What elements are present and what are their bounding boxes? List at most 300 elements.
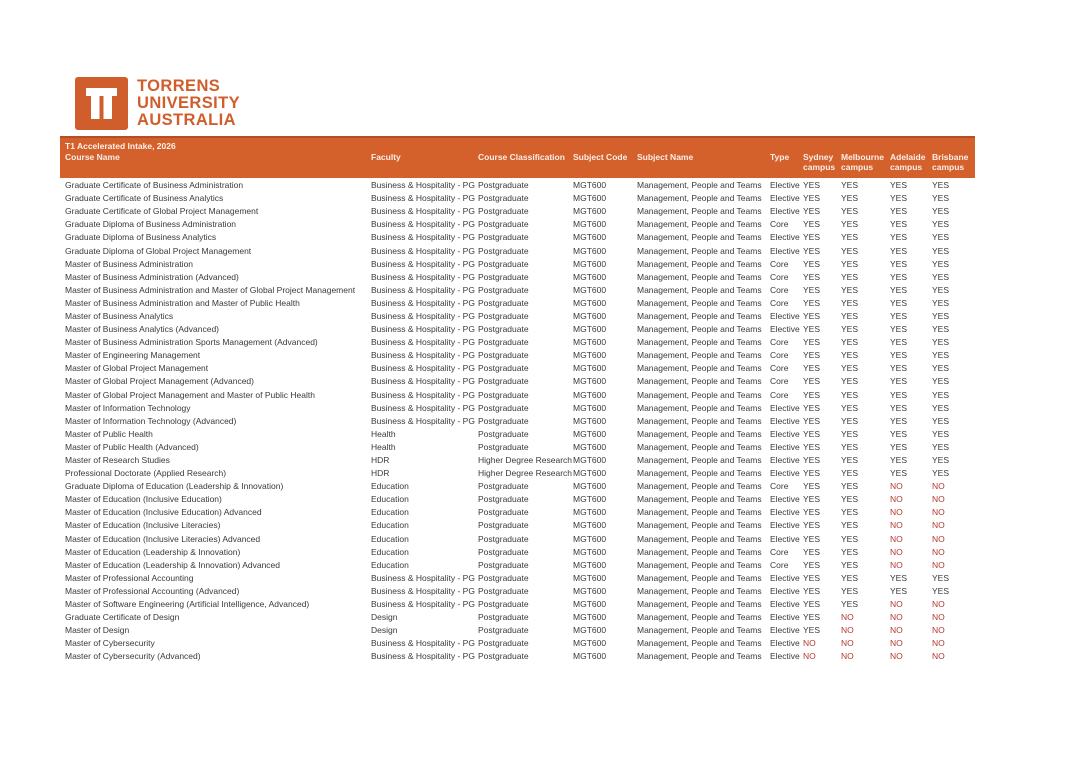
table-cell: YES <box>890 258 908 269</box>
table-cell: YES <box>890 284 908 295</box>
table-cell: MGT600 <box>573 180 607 191</box>
table-cell: YES <box>890 206 908 217</box>
table-cell: YES <box>890 232 908 243</box>
table-cell: Postgraduate <box>478 389 529 400</box>
torrens-logo-icon <box>75 77 128 130</box>
column-header-faculty: Faculty <box>371 152 401 162</box>
table-cell: Business & Hospitality - PG <box>371 258 475 269</box>
table-cell: MGT600 <box>573 193 607 204</box>
table-cell: Management, People and Teams <box>637 245 762 256</box>
table-cell: Master of Education (Leadership & Innovation) Advanced <box>65 559 280 570</box>
table-cell: MGT600 <box>573 337 607 348</box>
table-cell: NO <box>890 651 903 662</box>
table-cell: Management, People and Teams <box>637 507 762 518</box>
table-row <box>60 533 975 546</box>
table-cell: YES <box>841 232 859 243</box>
table-row <box>60 454 975 467</box>
table-cell: NO <box>841 625 854 636</box>
table-cell: Management, People and Teams <box>637 376 762 387</box>
table-cell: Business & Hospitality - PG <box>371 402 475 413</box>
table-cell: YES <box>841 468 859 479</box>
table-cell: Elective <box>770 428 800 439</box>
table-cell: YES <box>803 468 821 479</box>
table-cell: Postgraduate <box>478 350 529 361</box>
column-header-type: Type <box>770 152 790 162</box>
table-cell: Elective <box>770 468 800 479</box>
table-cell: YES <box>803 297 821 308</box>
table-cell: Postgraduate <box>478 651 529 662</box>
table-cell: Master of Information Technology (Advanced) <box>65 415 237 426</box>
table-cell: YES <box>841 402 859 413</box>
table-cell: Postgraduate <box>478 559 529 570</box>
table-row <box>60 624 975 637</box>
table-cell: YES <box>841 572 859 583</box>
table-cell: YES <box>841 180 859 191</box>
table-cell: NO <box>932 546 945 557</box>
table-cell: MGT600 <box>573 468 607 479</box>
table-cell: Postgraduate <box>478 284 529 295</box>
table-row <box>60 349 975 362</box>
table-cell: YES <box>932 180 950 191</box>
table-cell: NO <box>841 612 854 623</box>
column-header-course-classification: Course Classification <box>478 152 565 162</box>
table-cell: YES <box>890 297 908 308</box>
table-cell: YES <box>841 310 859 321</box>
table-cell: Management, People and Teams <box>637 350 762 361</box>
table-cell: Design <box>371 625 398 636</box>
table-cell: YES <box>803 271 821 282</box>
table-cell: Design <box>371 612 398 623</box>
table-cell: YES <box>803 324 821 335</box>
table-row <box>60 572 975 585</box>
table-cell: Business & Hospitality - PG <box>371 389 475 400</box>
table-cell: YES <box>890 363 908 374</box>
table-cell: Graduate Diploma of Business Administration <box>65 219 237 230</box>
table-cell: Postgraduate <box>478 481 529 492</box>
table-row <box>60 362 975 375</box>
table-cell: NO <box>890 494 903 505</box>
table-cell: YES <box>932 297 950 308</box>
intake-title: T1 Accelerated Intake, 2026 <box>65 141 176 151</box>
table-cell: MGT600 <box>573 572 607 583</box>
table-cell: YES <box>841 507 859 518</box>
table-cell: YES <box>932 310 950 321</box>
table-cell: YES <box>841 193 859 204</box>
table-cell: Master of Education (Inclusive Literacies) Advanced <box>65 533 261 544</box>
table-cell: Business & Hospitality - PG <box>371 638 475 649</box>
table-cell: Health <box>371 441 396 452</box>
table-cell: Management, People and Teams <box>637 402 762 413</box>
table-cell: YES <box>890 337 908 348</box>
column-header-brisbane-campus: Brisbane campus <box>932 152 969 172</box>
table-cell: Business & Hospitality - PG <box>371 219 475 230</box>
table-row <box>60 389 975 402</box>
table-cell: MGT600 <box>573 625 607 636</box>
table-cell: Management, People and Teams <box>637 389 762 400</box>
table-cell: YES <box>803 232 821 243</box>
table-cell: Business & Hospitality - PG <box>371 585 475 596</box>
table-cell: Business & Hospitality - PG <box>371 350 475 361</box>
table-cell: Elective <box>770 520 800 531</box>
table-cell: Master of Cybersecurity (Advanced) <box>65 651 201 662</box>
table-cell: YES <box>803 350 821 361</box>
table-cell: MGT600 <box>573 258 607 269</box>
table-cell: Master of Business Administration (Advanced) <box>65 271 239 282</box>
table-row <box>60 218 975 231</box>
table-cell: YES <box>932 415 950 426</box>
table-cell: Higher Degree Research <box>478 468 573 479</box>
table-cell: YES <box>841 494 859 505</box>
table-cell: Management, People and Teams <box>637 572 762 583</box>
table-cell: MGT600 <box>573 533 607 544</box>
table-cell: YES <box>841 599 859 610</box>
table-cell: Postgraduate <box>478 363 529 374</box>
column-header-sydney-campus: Sydney campus <box>803 152 836 172</box>
table-cell: NO <box>932 638 945 649</box>
table-cell: Elective <box>770 324 800 335</box>
table-row <box>60 480 975 493</box>
table-row <box>60 244 975 257</box>
table-cell: Master of Business Administration and Master of Global Project Management <box>65 284 356 295</box>
table-cell: NO <box>841 651 854 662</box>
table-cell: Management, People and Teams <box>637 310 762 321</box>
table-cell: Management, People and Teams <box>637 297 762 308</box>
table-cell: Core <box>770 337 789 348</box>
table-cell: YES <box>841 297 859 308</box>
table-cell: NO <box>890 546 903 557</box>
table-cell: NO <box>841 638 854 649</box>
table-cell: Education <box>371 546 409 557</box>
table-cell: MGT600 <box>573 546 607 557</box>
table-cell: Elective <box>770 310 800 321</box>
table-cell: YES <box>890 572 908 583</box>
table-cell: Management, People and Teams <box>637 520 762 531</box>
table-cell: Management, People and Teams <box>637 258 762 269</box>
table-cell: Core <box>770 297 789 308</box>
table-cell: Core <box>770 546 789 557</box>
table-cell: Management, People and Teams <box>637 415 762 426</box>
table-row <box>60 559 975 572</box>
table-row <box>60 297 975 310</box>
table-cell: Postgraduate <box>478 625 529 636</box>
table-cell: Management, People and Teams <box>637 284 762 295</box>
table-cell: YES <box>932 389 950 400</box>
table-cell: Business & Hospitality - PG <box>371 324 475 335</box>
table-cell: YES <box>932 284 950 295</box>
table-cell: HDR <box>371 455 390 466</box>
table-row <box>60 271 975 284</box>
table-cell: YES <box>803 337 821 348</box>
table-cell: Graduate Diploma of Business Analytics <box>65 232 217 243</box>
table-cell: YES <box>841 520 859 531</box>
table-cell: YES <box>803 572 821 583</box>
table-cell: Elective <box>770 494 800 505</box>
table-cell: MGT600 <box>573 494 607 505</box>
table-cell: NO <box>890 520 903 531</box>
table-cell: Postgraduate <box>478 206 529 217</box>
table-cell: Master of Software Engineering (Artificial Intelligence, Advanced) <box>65 599 310 610</box>
table-cell: NO <box>932 481 945 492</box>
table-cell: MGT600 <box>573 481 607 492</box>
table-cell: Elective <box>770 507 800 518</box>
table-cell: Master of Education (Inclusive Education) Advanced <box>65 507 262 518</box>
column-header-subject-code: Subject Code <box>573 152 628 162</box>
table-cell: YES <box>803 599 821 610</box>
table-cell: MGT600 <box>573 507 607 518</box>
table-cell: NO <box>890 533 903 544</box>
table-cell: Core <box>770 271 789 282</box>
table-cell: Master of Professional Accounting (Advanced) <box>65 585 240 596</box>
table-cell: Master of Engineering Management <box>65 350 201 361</box>
table-cell: Business & Hospitality - PG <box>371 415 475 426</box>
table-cell: MGT600 <box>573 219 607 230</box>
table-cell: YES <box>841 559 859 570</box>
table-cell: Management, People and Teams <box>637 468 762 479</box>
table-cell: Core <box>770 350 789 361</box>
table-cell: YES <box>890 415 908 426</box>
table-cell: YES <box>803 193 821 204</box>
table-cell: NO <box>932 533 945 544</box>
table-cell: MGT600 <box>573 441 607 452</box>
table-cell: NO <box>932 625 945 636</box>
table-cell: Postgraduate <box>478 441 529 452</box>
brand-header <box>75 77 240 130</box>
table-cell: Postgraduate <box>478 494 529 505</box>
table-cell: Business & Hospitality - PG <box>371 193 475 204</box>
table-cell: YES <box>803 258 821 269</box>
table-row <box>60 205 975 218</box>
table-cell: YES <box>890 389 908 400</box>
table-cell: YES <box>803 625 821 636</box>
table-body <box>60 179 975 663</box>
table-cell: YES <box>841 415 859 426</box>
table-cell: YES <box>932 219 950 230</box>
table-cell: Master of Professional Accounting <box>65 572 194 583</box>
table-cell: NO <box>890 507 903 518</box>
table-cell: Education <box>371 494 409 505</box>
table-row <box>60 323 975 336</box>
table-row <box>60 231 975 244</box>
column-header-adelaide-campus: Adelaide campus <box>890 152 926 172</box>
table-cell: YES <box>803 206 821 217</box>
table-cell: MGT600 <box>573 402 607 413</box>
table-cell: Postgraduate <box>478 297 529 308</box>
column-header-melbourne-campus: Melbourne campus <box>841 152 884 172</box>
table-cell: YES <box>803 481 821 492</box>
table-cell: Postgraduate <box>478 533 529 544</box>
table-cell: Elective <box>770 585 800 596</box>
table-cell: Business & Hospitality - PG <box>371 284 475 295</box>
table-cell: Master of Public Health <box>65 428 153 439</box>
table-cell: Management, People and Teams <box>637 533 762 544</box>
table-cell: Postgraduate <box>478 324 529 335</box>
table-cell: Postgraduate <box>478 232 529 243</box>
table-cell: Business & Hospitality - PG <box>371 245 475 256</box>
table-cell: Elective <box>770 572 800 583</box>
table-row <box>60 650 975 663</box>
table-cell: Postgraduate <box>478 572 529 583</box>
table-cell: Business & Hospitality - PG <box>371 599 475 610</box>
table-cell: YES <box>803 520 821 531</box>
table-cell: Postgraduate <box>478 599 529 610</box>
table-cell: MGT600 <box>573 376 607 387</box>
table-cell: YES <box>803 402 821 413</box>
table-cell: Master of Global Project Management <box>65 363 209 374</box>
table-row <box>60 493 975 506</box>
table-cell: Management, People and Teams <box>637 206 762 217</box>
table-cell: Graduate Diploma of Global Project Management <box>65 245 252 256</box>
table-cell: MGT600 <box>573 245 607 256</box>
table-cell: Elective <box>770 193 800 204</box>
table-cell: YES <box>932 232 950 243</box>
table-cell: Management, People and Teams <box>637 625 762 636</box>
table-row <box>60 611 975 624</box>
table-cell: NO <box>890 559 903 570</box>
table-cell: YES <box>890 219 908 230</box>
table-cell: Business & Hospitality - PG <box>371 232 475 243</box>
table-cell: Education <box>371 507 409 518</box>
table-cell: YES <box>932 428 950 439</box>
table-cell: Business & Hospitality - PG <box>371 180 475 191</box>
table-cell: YES <box>841 481 859 492</box>
table-cell: Business & Hospitality - PG <box>371 572 475 583</box>
table-cell: YES <box>890 245 908 256</box>
table-cell: YES <box>841 271 859 282</box>
table-cell: YES <box>803 455 821 466</box>
table-cell: MGT600 <box>573 428 607 439</box>
table-cell: Core <box>770 481 789 492</box>
table-cell: Master of Business Administration Sports Management (Advanced) <box>65 337 318 348</box>
table-row <box>60 258 975 271</box>
table-cell: NO <box>890 599 903 610</box>
table-cell: Core <box>770 219 789 230</box>
table-cell: NO <box>932 559 945 570</box>
table-cell: Postgraduate <box>478 507 529 518</box>
table-cell: Management, People and Teams <box>637 271 762 282</box>
table-cell: YES <box>932 585 950 596</box>
table-cell: Management, People and Teams <box>637 193 762 204</box>
table-cell: NO <box>932 507 945 518</box>
table-cell: YES <box>890 428 908 439</box>
table-cell: NO <box>803 651 816 662</box>
table-cell: Master of Public Health (Advanced) <box>65 441 199 452</box>
table-cell: YES <box>932 206 950 217</box>
table-cell: Management, People and Teams <box>637 651 762 662</box>
brand-line-torrens: TORRENS <box>137 77 221 95</box>
table-row <box>60 467 975 480</box>
table-cell: NO <box>803 638 816 649</box>
table-cell: NO <box>932 599 945 610</box>
table-cell: YES <box>890 441 908 452</box>
table-cell: YES <box>803 219 821 230</box>
table-cell: YES <box>803 533 821 544</box>
table-cell: YES <box>841 546 859 557</box>
table-row <box>60 506 975 519</box>
table-cell: Management, People and Teams <box>637 363 762 374</box>
table-cell: Postgraduate <box>478 245 529 256</box>
table-row <box>60 428 975 441</box>
table-cell: Professional Doctorate (Applied Research) <box>65 468 227 479</box>
table-cell: Management, People and Teams <box>637 219 762 230</box>
table-cell: YES <box>803 585 821 596</box>
table-cell: Graduate Diploma of Education (Leadership & Innovation) <box>65 481 284 492</box>
table-cell: Master of Business Analytics (Advanced) <box>65 324 220 335</box>
table-cell: Postgraduate <box>478 219 529 230</box>
table-cell: YES <box>841 258 859 269</box>
table-cell: YES <box>932 441 950 452</box>
table-cell: YES <box>841 363 859 374</box>
table-cell: YES <box>932 376 950 387</box>
table-cell: YES <box>932 324 950 335</box>
table-cell: MGT600 <box>573 585 607 596</box>
table-cell: Postgraduate <box>478 180 529 191</box>
table-cell: YES <box>841 219 859 230</box>
table-cell: Postgraduate <box>478 546 529 557</box>
table-cell: Elective <box>770 599 800 610</box>
table-row <box>60 415 975 428</box>
table-cell: MGT600 <box>573 310 607 321</box>
table-cell: Elective <box>770 402 800 413</box>
table-cell: Core <box>770 376 789 387</box>
table-cell: YES <box>890 468 908 479</box>
table-cell: MGT600 <box>573 520 607 531</box>
table-cell: YES <box>890 180 908 191</box>
table-cell: Postgraduate <box>478 258 529 269</box>
table-cell: YES <box>932 245 950 256</box>
table-cell: Management, People and Teams <box>637 232 762 243</box>
table-cell: YES <box>803 612 821 623</box>
table-cell: Elective <box>770 533 800 544</box>
table-cell: MGT600 <box>573 559 607 570</box>
table-cell: Postgraduate <box>478 585 529 596</box>
table-cell: YES <box>803 546 821 557</box>
table-cell: Business & Hospitality - PG <box>371 651 475 662</box>
brand-line-australia: AUSTRALIA <box>137 111 236 129</box>
table-cell: Elective <box>770 651 800 662</box>
brand-wordmark <box>137 78 240 129</box>
table-row <box>60 546 975 559</box>
table-row <box>60 519 975 532</box>
table-cell: MGT600 <box>573 232 607 243</box>
table-row <box>60 585 975 598</box>
table-cell: Elective <box>770 245 800 256</box>
table-cell: Postgraduate <box>478 193 529 204</box>
table-cell: YES <box>803 284 821 295</box>
table-cell: Postgraduate <box>478 310 529 321</box>
table-cell: YES <box>932 271 950 282</box>
table-cell: Higher Degree Research <box>478 455 573 466</box>
table-cell: MGT600 <box>573 455 607 466</box>
table-cell: Elective <box>770 232 800 243</box>
table-cell: YES <box>890 310 908 321</box>
table-cell: YES <box>803 441 821 452</box>
table-row <box>60 402 975 415</box>
table-cell: HDR <box>371 468 390 479</box>
table-cell: Core <box>770 389 789 400</box>
table-cell: YES <box>803 507 821 518</box>
table-cell: Management, People and Teams <box>637 441 762 452</box>
table-cell: Management, People and Teams <box>637 585 762 596</box>
table-cell: Graduate Certificate of Design <box>65 612 180 623</box>
table-cell: MGT600 <box>573 599 607 610</box>
table-cell: NO <box>932 520 945 531</box>
table-cell: YES <box>803 180 821 191</box>
table-cell: Core <box>770 284 789 295</box>
table-cell: YES <box>841 284 859 295</box>
table-cell: Management, People and Teams <box>637 546 762 557</box>
table-cell: YES <box>803 363 821 374</box>
table-cell: YES <box>803 494 821 505</box>
